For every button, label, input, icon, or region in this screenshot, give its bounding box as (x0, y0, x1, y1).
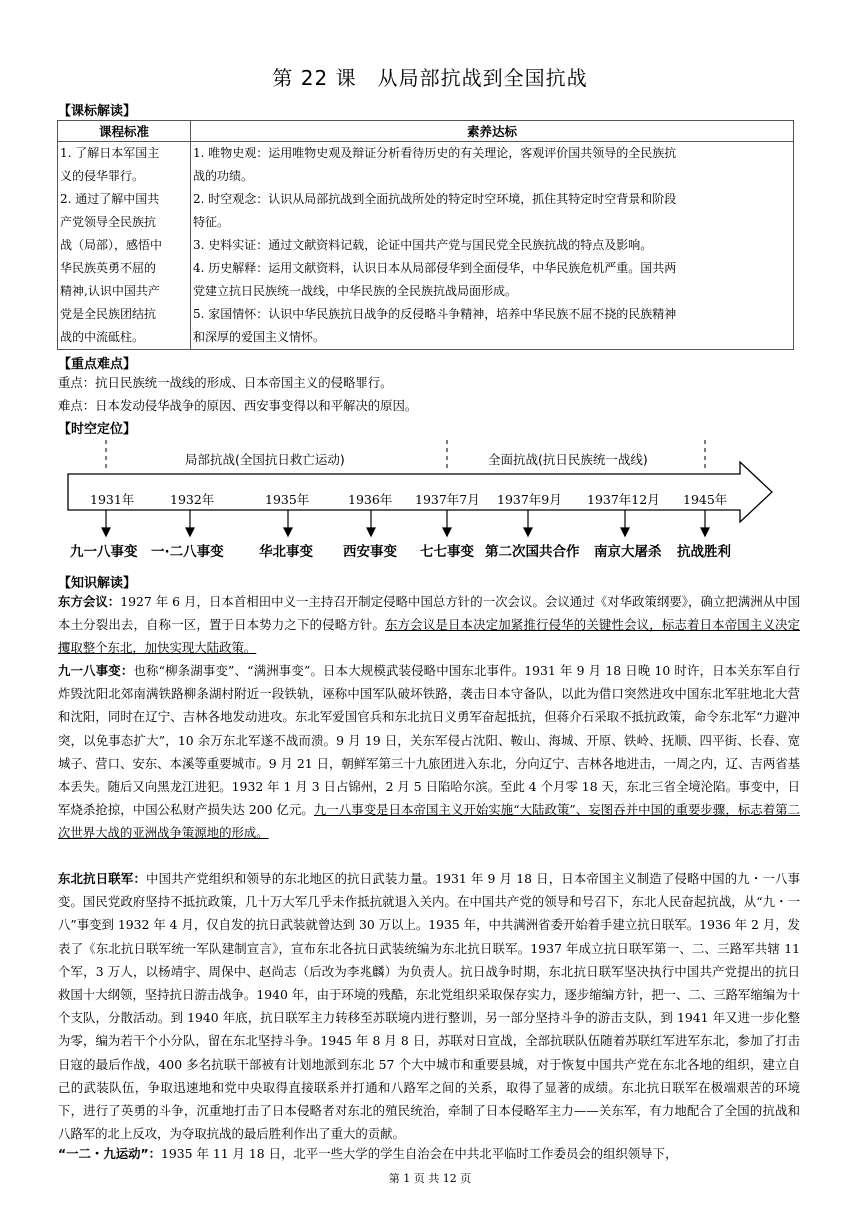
literacy-line: 5. 家国情怀：认识中华民族抗日战争的反侵略斗争精神，培养中华民族不屈不挠的民族精神 (193, 307, 677, 321)
standard-line: 2. 通过了解中国共 (60, 192, 160, 206)
literacy-line: 特征。 (193, 215, 230, 229)
section-heading-shikong: 【时空定位】 (58, 422, 137, 437)
standard-line: 战（局部），感悟中 (60, 238, 163, 252)
difficulty-line: 难点：日本发动侵华战争的原因、西安事变得以和平解决的原因。 (58, 398, 418, 413)
literacy-line: 1. 唯物史观：运用唯物史观及辩证分析看待历史的有关理论，客观评价国共领导的全民族抗 (193, 146, 677, 160)
para-lianjun (58, 867, 800, 1145)
table-cell-standard (58, 142, 191, 350)
standard-line: 党是全民族团结抗 (60, 307, 157, 321)
timeline-year: 1937年12月 (587, 492, 660, 507)
term-yierjiu: “一二・九运动”： (58, 1146, 162, 1161)
literacy-line: 战的功绩。 (193, 169, 254, 183)
text-jiuyiba: 也称“柳条湖事变”、“满洲事变”。日本大规模武装侵略中国东北事件。1931 年 9 月 18 日晚 10 时许，日本关东军自行炸毁沈阳北郊南满铁路柳条湖村附近一段铁轨，诬称中国军队破坏铁路，袭击日本守备队，以此为借口突然进攻中国东北军驻地北大营和沈阳，同时在辽宁、吉林各地发动进攻。东北军爱国官兵和东北抗日义勇军奋起抵抗，但蒋介石采取不抵抗政策，命令东北军“力避冲突，以免事态扩大”，10 余万东北军遂不战而溃。9 月 19 日，关东军侵占沈阳、鞍山、海城、开原、铁岭、抚顺、四平街、长春、宽城子、营口、安东、本溪等重要城市。9 月 21 日，朝鲜军第三十九旅团进入东北，分向辽宁、吉林各地进击，一周之内，辽、吉两省基本丢失。随后又向黑龙江进犯。1932 年 1 月 3 日占锦州，2 月 5 日陷哈尔滨。至此 4 个月零 18 天，东北三省全境沦陷。事变中，日军烧杀抢掠，中国公私财产损失达 200 亿元。 (58, 663, 801, 818)
timeline-event: 七七事变 (420, 544, 474, 560)
timeline-year: 1945年 (683, 492, 728, 507)
standard-line: 精神,认识中国共产 (60, 284, 160, 298)
term-lianjun: 东北抗日联军： (58, 871, 147, 886)
timeline-event: 第二次国共合作 (485, 544, 580, 560)
timeline-event: 九一八事变 (70, 544, 138, 560)
conclusion-dongfang: 东方会议是日本决定加紧推行侵华的关键性会议，标志着日本帝国主义决定攫取整个东北，加快实现大陆政策。 (58, 617, 801, 656)
literacy-line: 和深厚的爱国主义情怀。 (193, 330, 326, 344)
standards-table (57, 120, 794, 350)
section-heading-zhongdian: 【重点难点】 (58, 357, 137, 372)
para-yierjiu (58, 1142, 800, 1165)
page-footer: 第 1 页 共 12 页 (388, 1172, 472, 1185)
timeline-year: 1936年 (348, 492, 393, 507)
standard-line: 战的中流砥柱。 (60, 330, 145, 344)
section-heading-kebiao: 【课标解读】 (58, 104, 137, 119)
phase-label-full: 全面抗战(抗日民族统一战线) (488, 452, 648, 467)
literacy-line: 3. 史料实证：通过文献资料记载，论证中国共产党与国民党全民族抗战的特点及影响。 (193, 238, 653, 252)
literacy-line: 2. 时空观念：认识从局部抗战到全面抗战所处的特定时空环境，抓住其特定时空背景和阶段 (193, 192, 677, 206)
key-points (58, 371, 800, 417)
timeline-event: 南京大屠杀 (594, 544, 662, 560)
table-cell-literacy (191, 142, 794, 350)
text-yierjiu: 1935 年 11 月 18 日，北平一些大学的学生自治会在中共北平临时工作委员会的组织领导下， (161, 1146, 678, 1161)
term-jiuyiba: 九一八事变： (58, 663, 134, 678)
timeline-year: 1935年 (265, 492, 310, 507)
section-heading-zhishi: 【知识解读】 (58, 576, 137, 591)
para-jiuyiba (58, 659, 800, 845)
conclusion-jiuyiba: 九一八事变是日本帝国主义开始实施“大陆政策”、妄图吞并中国的重要步骤，标志着第二次世界大战的亚洲战争策源地的形成。 (58, 802, 800, 841)
timeline-year: 1931年 (90, 492, 135, 507)
timeline-event: 华北事变 (259, 544, 313, 560)
text-dongfang: 1927 年 6 月，日本首相田中义一主持召开制定侵略中国总方针的一次会议。会议通过《对华政策纲要》，确立把满洲从中国本土分裂出去，自称一区，置于日本势力之下的侵略方针。 (58, 594, 800, 633)
phase-label-local: 局部抗战(全国抗日救亡运动) (185, 452, 345, 467)
para-dongfang (58, 590, 800, 660)
standard-line: 产党领导全民族抗 (60, 215, 157, 229)
standard-line: 1. 了解日本军国主 (60, 146, 160, 160)
standard-line: 华民族英勇不屈的 (60, 261, 157, 275)
table-header-standard: 课程标准 (58, 121, 191, 142)
timeline-event: 西安事变 (343, 544, 397, 560)
text-lianjun: 中国共产党组织和领导的东北地区的抗日武装力量。1931 年 9 月 18 日，日本帝国主义制造了侵略中国的九・一八事变。国民党政府坚持不抵抗政策，几十万大军几乎未作抵抗就退入关内。在中国共产党的领导和号召下，东北人民奋起抗战，从“九・一八”事变到 1932 年 4 月，仅自发的抗日武装就曾达到 30 万以上。1935 年，中共满洲省委开始着手建立抗日联军。1936 年 2 月，发表了《东北抗日联军统一军队建制宣言》，宣布东北各抗日武装统编为东北抗日联军。1937 年成立抗日联军第一、二、三路军共辖 11 个军，3 万人，以杨靖宇、周保中、赵尚志（后改为李兆麟）为负责人。抗日战争时期，东北抗日联军坚决执行中国共产党提出的抗日救国十大纲领，坚持抗日游击战争。1940 年，由于环境的残酷，东北党组织采取保存实力，逐步缩编方针，把一、二、三路军缩编为十个支队，分散活动。到 1940 年底，抗日联军主力转移至苏联境内进行整训，另一部分坚持斗争的游击支队，到 1941 年又进一步化整为零，编为若干个小分队，留在东北坚持斗争。1945 年 8 月 8 日，苏联对日宣战，全部抗联队伍随着苏联红军进军东北，参加了打击日寇的最后作战，400 多名抗联干部被有计划地派到东北 57 个大中城市和重要县城，对于恢复中国共产党在东北各地的组织，建立自己的武装队伍，争取迅速地和党中央取得直接联系并打通和八路军之间的关系，取得了显著的成绩。东北抗日联军在极端艰苦的环境下，进行了英勇的斗争，沉重地打击了日本侵略者对东北的殖民统治，牵制了日本侵略军主力——关东军，有力地配合了全国的抗战和八路军的北上反攻，为夺取抗战的最后胜利作出了重大的贡献。 (58, 871, 800, 1142)
timeline-year: 1937年9月 (497, 492, 562, 507)
timeline-year: 1932年 (170, 492, 215, 507)
key-point-line: 重点：抗日民族统一战线的形成、日本帝国主义的侵略罪行。 (58, 375, 393, 390)
timeline-year: 1937年7月 (415, 492, 480, 507)
timeline (60, 440, 780, 570)
literacy-line: 4. 历史解释：运用文献资料，认识日本从局部侵华到全面侵华，中华民族危机严重。国共两 (193, 261, 677, 275)
timeline-event: 抗战胜利 (677, 544, 731, 560)
term-dongfang: 东方会议： (58, 594, 121, 609)
literacy-line: 党建立抗日民族统一战线，中华民族的全民族抗战局面形成。 (193, 284, 518, 298)
table-header-literacy: 素养达标 (191, 121, 794, 142)
standard-line: 义的侵华罪行。 (60, 169, 145, 183)
timeline-event: 一·二八事变 (151, 544, 224, 560)
page-title: 第 22 课 从局部抗战到全国抗战 (272, 66, 588, 90)
